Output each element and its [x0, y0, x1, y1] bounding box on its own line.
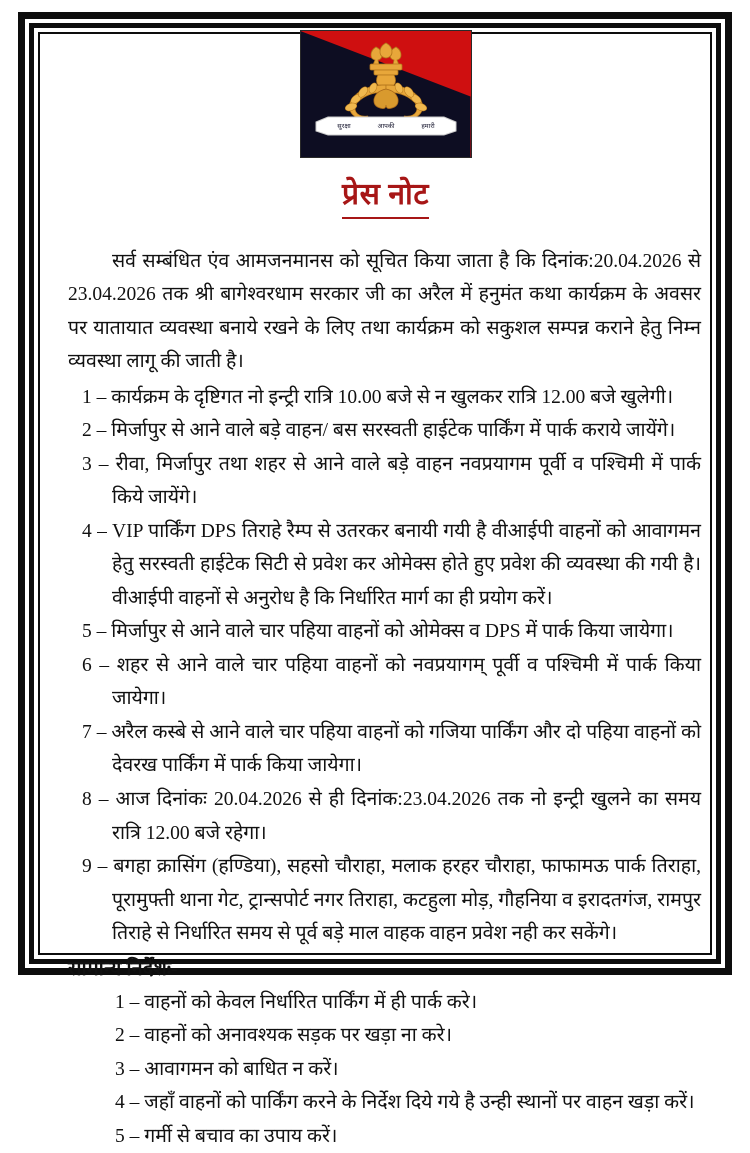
list-item-number: 9 –	[82, 856, 108, 878]
list-item-number: 8 –	[82, 789, 109, 810]
list-item-number: 2 –	[82, 420, 107, 442]
list-item	[115, 1019, 703, 1053]
list-item	[82, 381, 703, 415]
list-item-number: 7 –	[82, 721, 107, 743]
list-item-number: 3 –	[115, 1058, 140, 1080]
list-item-text: गर्मी से बचाव का उपाय करें।	[144, 1125, 338, 1147]
emblem-motto-ribbon	[309, 113, 463, 139]
emblem-container	[68, 30, 703, 158]
list-item-text: मिर्जापुर से आने वाले चार पहिया वाहनों को ओमेक्स व DPS में पार्क किया जायेगा।	[111, 621, 674, 643]
list-item-text: मिर्जापुर से आने वाले बड़े वाहन/ बस सरस्वती हाईटेक पार्किंग में पार्क कराये जायेंगे।	[111, 420, 676, 442]
list-item-text: शहर से आने वाले चार पहिया वाहनों को नवप्रयागम् पूर्वी व पश्चिमी में पार्क किया जायेगा।	[112, 654, 701, 710]
list-item-text: अरैल कस्बे से आने वाले चार पहिया वाहनों को गजिया पार्किंग और दो पहिया वाहनों को देवरख पार्किंग में पार्क किया जायेगा।	[111, 721, 702, 777]
page-title	[68, 178, 703, 219]
list-item	[82, 615, 703, 649]
list-item-number: 4 –	[115, 1092, 140, 1114]
svg-text:सुरक्षा: सुरक्षा	[336, 122, 351, 130]
general-instructions-heading: सामान्य निर्देशः-	[68, 957, 178, 980]
list-item	[82, 850, 703, 951]
list-item-number: 5 –	[115, 1125, 140, 1147]
press-note-document	[39, 12, 711, 1147]
svg-text:आपकी: आपकी	[376, 122, 395, 130]
list-item-text: रीवा, मिर्जापुर तथा शहर से आने वाले बड़े वाहन नवप्रयागम पूर्वी व पश्चिमी में पार्क किये जायेंगे।	[112, 453, 701, 509]
svg-text:हमारी: हमारी	[420, 122, 435, 130]
traffic-points-list	[68, 381, 703, 951]
intro-paragraph: सर्व सम्बंधित एंव आमजनमानस को सूचित किया जाता है कि दिनांक:20.04.2026 से 23.04.2026 तक श्री बागेश्वरधाम सरकार जी का अरैल में हनुमंत कथा कार्यक्रम के अवसर पर यातायात व्यवस्था बनाये रखने के लिए तथा कार्यक्रम को सकुशल सम्पन्न कराने हेतु निम्न व्यवस्था लागू की जाती है।	[68, 250, 701, 373]
list-item-text: जहाँ वाहनों को पार्किंग करने के निर्देश दिये गये है उन्ही स्थानों पर वाहन खड़ा करें।	[144, 1092, 695, 1114]
list-item	[82, 448, 703, 515]
list-item-text: कार्यक्रम के दृष्टिगत नो इन्ट्री रात्रि 10.00 बजे से न खुलकर रात्रि 12.00 बजे खुलेगी।	[111, 386, 674, 408]
list-item-number: 5 –	[82, 621, 107, 643]
list-item-text: VIP पार्किंग DPS तिराहे रैम्प से उतरकर बनायी गयी है वीआईपी वाहनों को आवागमन हेतु सरस्वती हाईटेक सिटी से प्रवेश कर ओमेक्स होते हुए प्रवेश की व्यवस्था की गयी है। वीआईपी वाहनों से अनुरोध है कि निर्धारित मार्ग का ही प्रयोग करें।	[112, 520, 702, 609]
list-item-text: आवागमन को बाधित न करें।	[144, 1058, 339, 1080]
list-item-number: 3 –	[82, 453, 109, 475]
list-item	[115, 1086, 703, 1120]
up-police-emblem-icon	[300, 30, 472, 158]
list-item	[82, 515, 703, 616]
list-item-text: आज दिनांकः 20.04.2026 से ही दिनांक:23.04.2026 तक नो इन्ट्री खुलने का समय रात्रि 12.00 बजे रहेगा।	[112, 789, 702, 844]
list-item	[82, 783, 703, 850]
list-item-number: 2 –	[115, 1025, 140, 1047]
list-item-number: 6 –	[82, 654, 110, 676]
list-item	[115, 1120, 703, 1153]
list-item-text: वाहनों को अनावश्यक सड़क पर खड़ा ना करे।	[144, 1025, 452, 1047]
list-item-text: बगहा क्रासिंग (हण्डिया), सहसो चौराहा, मलाक हरहर चौराहा, फाफामऊ पार्क तिराहा, पूरामुफ्ती थाना गेट, ट्रान्सपोर्ट नगर तिराहा, कटहुला मोड़, गौहनिया व इरादतगंज, रामपुर तिराहे से निर्धारित समय से पूर्व बड़े माल वाहक वाहन प्रवेश नही कर सकेंगे।	[112, 856, 702, 945]
list-item-number: 4 –	[82, 520, 107, 542]
list-item-text: वाहनों को केवल निर्धारित पार्किंग में ही पार्क करे।	[144, 991, 478, 1013]
list-item-number: 1 –	[82, 386, 107, 408]
list-item	[115, 1053, 703, 1087]
list-item	[82, 649, 703, 716]
list-item	[82, 716, 703, 783]
page-title-text: प्रेस नोट	[342, 178, 429, 219]
list-item-number: 1 –	[115, 991, 140, 1013]
ashoka-lion-crest-icon	[301, 41, 471, 123]
list-item	[82, 414, 703, 448]
list-item	[115, 986, 703, 1020]
general-instructions-list	[68, 986, 703, 1153]
